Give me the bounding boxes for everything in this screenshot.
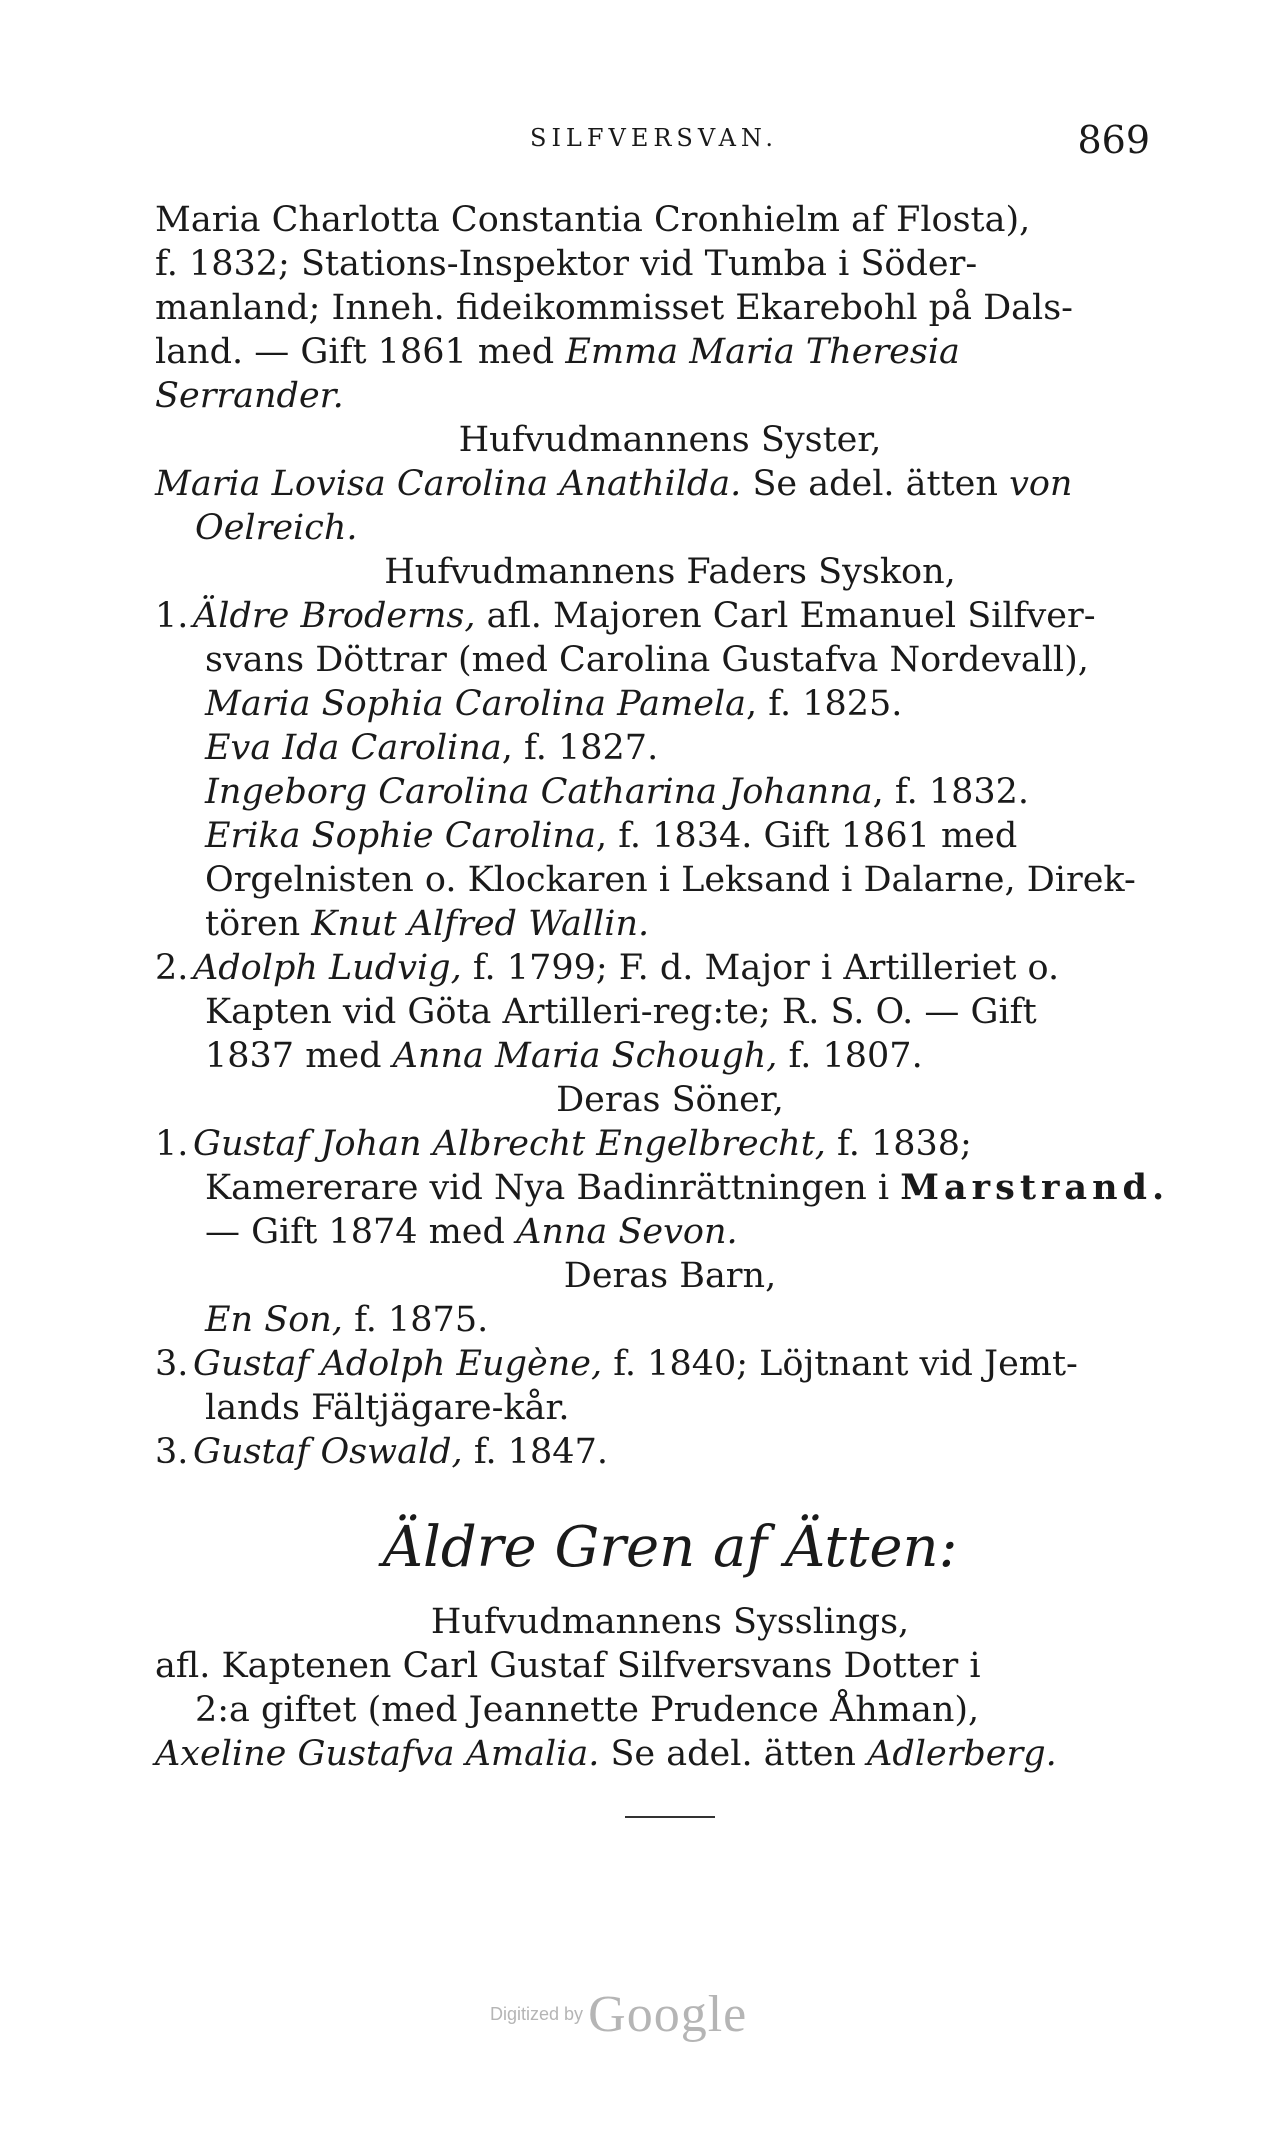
person-name: Knut Alfred Wallin. xyxy=(311,904,650,944)
person-name: Maria Lovisa Carolina Anathilda. xyxy=(155,464,742,504)
watermark-logo-text: Google xyxy=(588,1986,748,2043)
text-line xyxy=(155,814,1185,858)
text-span: Adlerberg. xyxy=(867,1734,1057,1774)
person-name: Ingeborg Carolina Catharina Johanna xyxy=(205,772,873,812)
text-span: land. — Gift 1861 med xyxy=(155,332,566,372)
digitized-watermark xyxy=(490,1985,810,2045)
text-line xyxy=(155,726,1185,770)
text-line xyxy=(155,946,1185,990)
text-line xyxy=(155,330,1185,374)
person-name: Axeline Gustafva Amalia. xyxy=(155,1734,600,1774)
text-line xyxy=(155,506,1185,550)
watermark-small-text: Digitized by xyxy=(490,2004,584,2024)
text-span: Kamererare vid Nya Badinrättningen i xyxy=(205,1168,901,1208)
entry-number: 1. xyxy=(155,1124,189,1164)
text-span: tören xyxy=(205,904,312,944)
text-line xyxy=(155,902,1185,946)
text-line xyxy=(155,374,1185,418)
person-name: En Son, xyxy=(205,1300,343,1340)
person-name: Gustaf Johan Albrecht Engelbrecht, xyxy=(193,1124,826,1164)
divider-rule xyxy=(625,1816,715,1818)
text-span: , f. 1834. Gift 1861 med xyxy=(595,816,1018,856)
text-line xyxy=(155,1342,1185,1386)
section-heading: Hufvudmannens Sysslings, xyxy=(430,1602,910,1642)
page-number: 869 xyxy=(1077,118,1150,162)
text-line: Orgelnisten o. Klockaren i Leksand i Dalarne, Direk- xyxy=(205,860,1136,900)
branch-heading: Äldre Gren af Ätten: xyxy=(382,1515,958,1580)
person-name: Emma Maria Theresia xyxy=(565,332,960,372)
person-name: Erika Sophie Carolina xyxy=(205,816,596,856)
text-span: f. 1807. xyxy=(777,1036,923,1076)
person-name: Gustaf Oswald, xyxy=(193,1432,463,1472)
text-span: f. 1840; Löjtnant vid Jemt- xyxy=(602,1344,1078,1384)
entry-number: 1. xyxy=(155,596,189,636)
text-span: von xyxy=(1009,464,1073,504)
person-name: Oelreich. xyxy=(195,508,358,548)
entry-number: 3. xyxy=(155,1432,189,1472)
person-name: Anna Sevon. xyxy=(516,1212,738,1252)
text-line: svans Döttrar (med Carolina Gustafva Nordevall), xyxy=(205,640,1089,680)
text-span: Se adel. ätten xyxy=(599,1734,868,1774)
entry-number: 3. xyxy=(155,1344,189,1384)
text-line xyxy=(155,462,1185,506)
text-line: lands Fältjägare-kår. xyxy=(205,1388,570,1428)
person-name: Maria Sophia Carolina Pamela xyxy=(205,684,746,724)
text-span: 1837 med xyxy=(205,1036,393,1076)
text-line: afl. Kaptenen Carl Gustaf Silfversvans Dotter i xyxy=(155,1646,981,1686)
text-line xyxy=(155,1430,1185,1474)
text-span: Se adel. ätten xyxy=(741,464,1010,504)
text-span: — Gift 1874 med xyxy=(205,1212,517,1252)
section-heading: Deras Söner, xyxy=(556,1080,784,1120)
text-line: f. 1832; Stations-Inspektor vid Tumba i Söder- xyxy=(155,244,978,284)
text-span: f. 1799; F. d. Major i Artilleriet o. xyxy=(461,948,1060,988)
text-line: Maria Charlotta Constantia Cronhielm af Flosta), xyxy=(155,200,1031,240)
text-span: , f. 1825. xyxy=(745,684,903,724)
text-line xyxy=(155,1122,1185,1166)
text-line xyxy=(155,1034,1185,1078)
section-heading: Hufvudmannens Syster, xyxy=(458,420,882,460)
person-name: Gustaf Adolph Eugène, xyxy=(193,1344,603,1384)
text-span: , f. 1827. xyxy=(501,728,659,768)
text-line xyxy=(155,1210,1185,1254)
person-name: Serrander. xyxy=(155,376,344,416)
body-text xyxy=(155,198,1185,1818)
entry-number: 2. xyxy=(155,948,189,988)
text-span: f. 1847. xyxy=(462,1432,608,1472)
place-name: Marstrand. xyxy=(900,1167,1170,1208)
text-line xyxy=(155,1298,1185,1342)
text-span: afl. Majoren Carl Emanuel Silfver- xyxy=(475,596,1096,636)
running-title: SILFVERSVAN. xyxy=(530,124,779,152)
text-span: f. 1838; xyxy=(825,1124,972,1164)
text-line: manland; Inneh. fideikommisset Ekarebohl på Dals- xyxy=(155,288,1073,328)
text-span: , f. 1832. xyxy=(872,772,1030,812)
section-heading: Deras Barn, xyxy=(563,1256,777,1296)
text-line xyxy=(155,770,1185,814)
text-line: Kapten vid Göta Artilleri-reg:te; R. S. O. — Gift xyxy=(205,992,1037,1032)
text-line xyxy=(155,594,1185,638)
text-line: 2:a giftet (med Jeannette Prudence Åhman), xyxy=(195,1690,980,1730)
person-name: Anna Maria Schough, xyxy=(392,1036,778,1076)
text-line xyxy=(155,682,1185,726)
section-heading: Hufvudmannens Faders Syskon, xyxy=(384,552,956,592)
text-span: f. 1875. xyxy=(342,1300,489,1340)
page-header xyxy=(170,118,1150,168)
text-line xyxy=(155,1732,1185,1776)
person-name: Adolph Ludvig, xyxy=(193,948,462,988)
text-span: Äldre Broderns, xyxy=(193,596,476,636)
text-line xyxy=(155,1166,1185,1210)
person-name: Eva Ida Carolina xyxy=(205,728,502,768)
